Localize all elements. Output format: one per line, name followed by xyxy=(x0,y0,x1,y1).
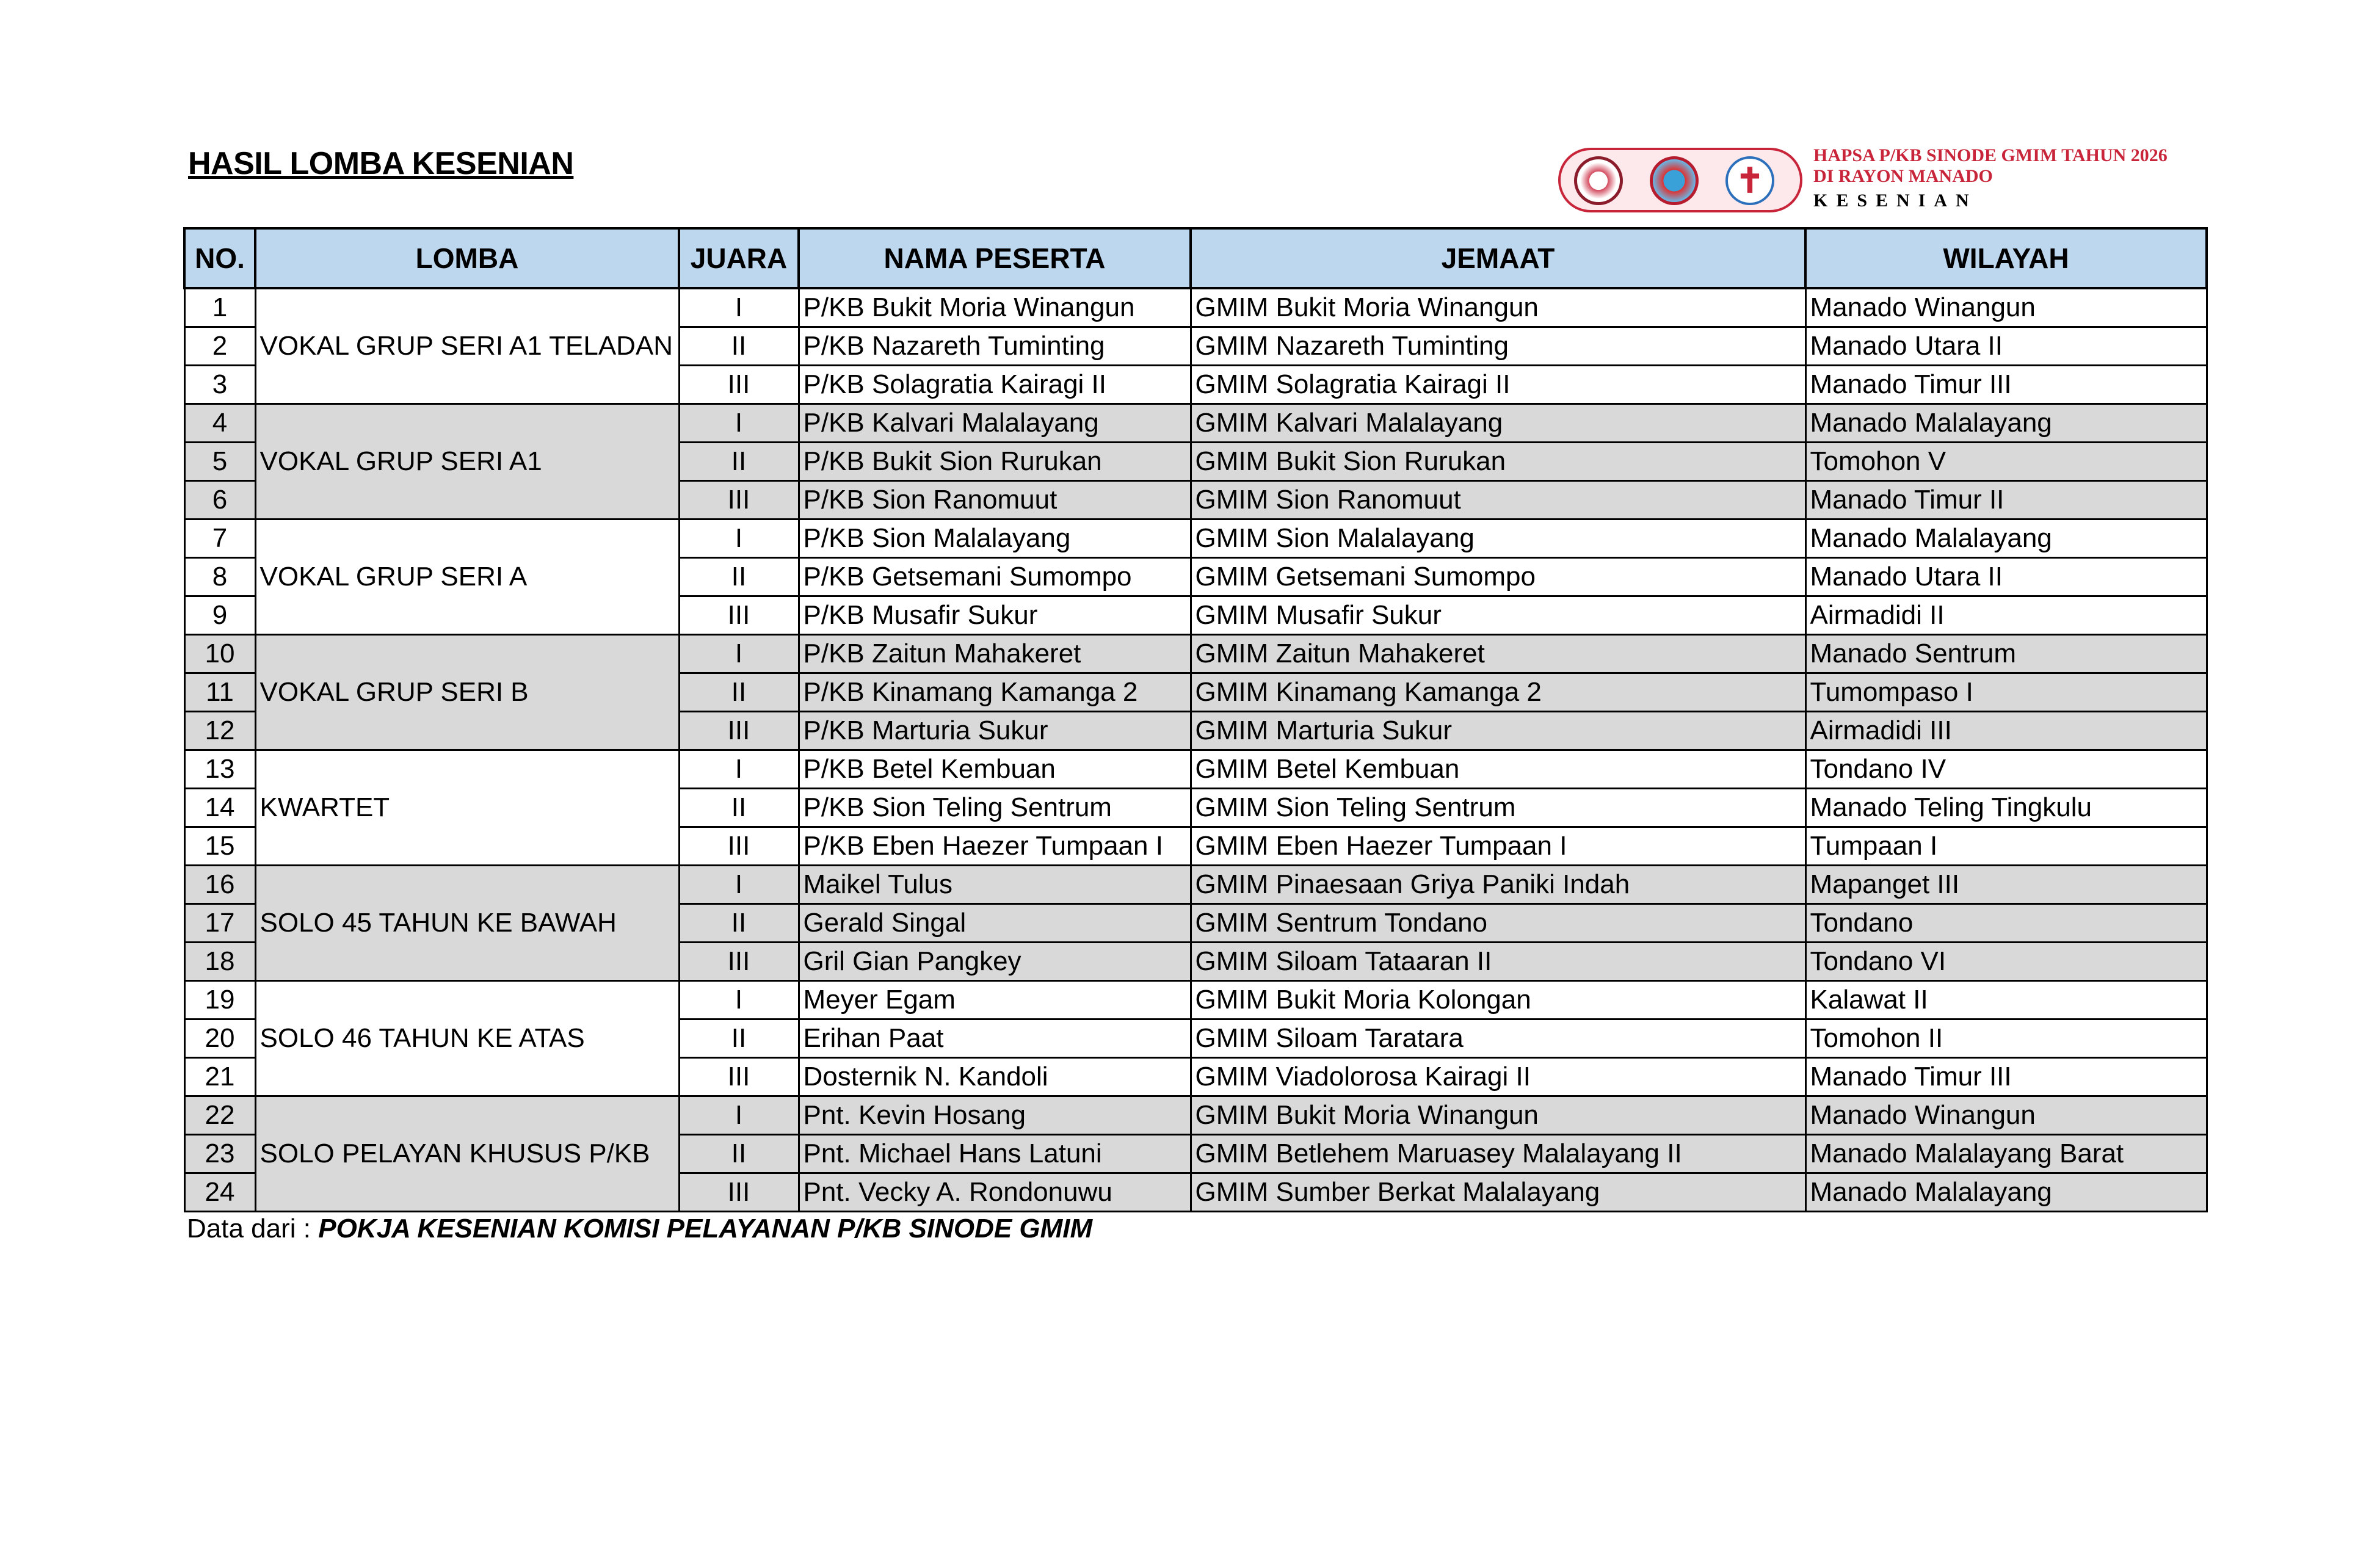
cell-no: 23 xyxy=(184,1135,255,1173)
cell-lomba: SOLO PELAYAN KHUSUS P/KB xyxy=(255,1096,679,1212)
cell-wilayah: Manado Timur II xyxy=(1805,481,2207,520)
cell-wilayah: Tondano IV xyxy=(1805,750,2207,789)
table-row xyxy=(184,404,2207,443)
page-title: HASIL LOMBA KESENIAN xyxy=(188,146,574,181)
cell-no: 4 xyxy=(184,404,255,443)
cell-wilayah: Manado Malalayang xyxy=(1805,520,2207,558)
cell-no: 11 xyxy=(184,673,255,712)
cell-juara: II xyxy=(679,1019,799,1058)
cell-nama-peserta: P/KB Marturia Sukur xyxy=(799,712,1191,750)
pkb-emblem-icon xyxy=(1650,156,1699,205)
table-row xyxy=(184,288,2207,327)
cell-no: 6 xyxy=(184,481,255,520)
column-header-lomba: LOMBA xyxy=(255,228,679,288)
cell-jemaat: GMIM Viadolorosa Kairagi II xyxy=(1191,1058,1805,1096)
table-row xyxy=(184,520,2207,558)
cell-jemaat: GMIM Bukit Moria Winangun xyxy=(1191,1096,1805,1135)
data-source-name: POKJA KESENIAN KOMISI PELAYANAN P/KB SINODE GMIM xyxy=(318,1214,1093,1244)
cell-no: 21 xyxy=(184,1058,255,1096)
table-row xyxy=(184,1096,2207,1135)
cell-no: 17 xyxy=(184,904,255,943)
cell-nama-peserta: P/KB Zaitun Mahakeret xyxy=(799,635,1191,673)
gmim-emblem-icon xyxy=(1574,156,1623,205)
logo-pill xyxy=(1558,148,1802,212)
cell-nama-peserta: Maikel Tulus xyxy=(799,866,1191,904)
cell-nama-peserta: P/KB Solagratia Kairagi II xyxy=(799,366,1191,404)
cell-jemaat: GMIM Zaitun Mahakeret xyxy=(1191,635,1805,673)
cell-wilayah: Tumpaan I xyxy=(1805,827,2207,866)
cell-juara: III xyxy=(679,1058,799,1096)
cell-juara: I xyxy=(679,866,799,904)
cell-wilayah: Tomohon V xyxy=(1805,443,2207,481)
cell-wilayah: Manado Timur III xyxy=(1805,366,2207,404)
cell-jemaat: GMIM Musafir Sukur xyxy=(1191,596,1805,635)
cell-juara: II xyxy=(679,443,799,481)
cell-nama-peserta: P/KB Eben Haezer Tumpaan I xyxy=(799,827,1191,866)
cell-no: 15 xyxy=(184,827,255,866)
cell-wilayah: Tumompaso I xyxy=(1805,673,2207,712)
cell-jemaat: GMIM Sentrum Tondano xyxy=(1191,904,1805,943)
cell-jemaat: GMIM Siloam Taratara xyxy=(1191,1019,1805,1058)
cell-nama-peserta: P/KB Bukit Sion Rurukan xyxy=(799,443,1191,481)
cell-nama-peserta: P/KB Musafir Sukur xyxy=(799,596,1191,635)
cell-wilayah: Manado Winangun xyxy=(1805,1096,2207,1135)
cell-no: 16 xyxy=(184,866,255,904)
cell-no: 19 xyxy=(184,981,255,1019)
column-header-juara: JUARA xyxy=(679,228,799,288)
cell-no: 2 xyxy=(184,327,255,366)
cell-jemaat: GMIM Marturia Sukur xyxy=(1191,712,1805,750)
cell-wilayah: Airmadidi II xyxy=(1805,596,2207,635)
column-header-wilayah: WILAYAH xyxy=(1805,228,2207,288)
cell-juara: I xyxy=(679,404,799,443)
cell-juara: III xyxy=(679,827,799,866)
cell-wilayah: Manado Malalayang xyxy=(1805,1173,2207,1212)
cell-no: 10 xyxy=(184,635,255,673)
event-category: KESENIAN xyxy=(1813,190,1978,211)
cell-wilayah: Manado Utara II xyxy=(1805,327,2207,366)
cell-wilayah: Manado Teling Tingkulu xyxy=(1805,789,2207,827)
column-header-nama-peserta: NAMA PESERTA xyxy=(799,228,1191,288)
cell-nama-peserta: Pnt. Vecky A. Rondonuwu xyxy=(799,1173,1191,1212)
table-row xyxy=(184,635,2207,673)
cell-wilayah: Mapanget III xyxy=(1805,866,2207,904)
cell-nama-peserta: Gril Gian Pangkey xyxy=(799,943,1191,981)
cell-jemaat: GMIM Solagratia Kairagi II xyxy=(1191,366,1805,404)
cell-jemaat: GMIM Sion Teling Sentrum xyxy=(1191,789,1805,827)
cell-juara: II xyxy=(679,789,799,827)
cell-no: 5 xyxy=(184,443,255,481)
data-source-note xyxy=(187,1214,1092,1244)
cell-jemaat: GMIM Bukit Moria Winangun xyxy=(1191,288,1805,327)
cell-jemaat: GMIM Bukit Sion Rurukan xyxy=(1191,443,1805,481)
cell-wilayah: Manado Sentrum xyxy=(1805,635,2207,673)
table-header-row xyxy=(184,228,2207,288)
cell-no: 20 xyxy=(184,1019,255,1058)
cell-jemaat: GMIM Pinaesaan Griya Paniki Indah xyxy=(1191,866,1805,904)
cell-juara: I xyxy=(679,288,799,327)
cell-no: 12 xyxy=(184,712,255,750)
event-title-line2: DI RAYON MANADO xyxy=(1813,166,1993,186)
results-table xyxy=(183,227,2208,1212)
cell-jemaat: GMIM Sion Ranomuut xyxy=(1191,481,1805,520)
cell-juara: I xyxy=(679,750,799,789)
cell-lomba: KWARTET xyxy=(255,750,679,866)
cell-lomba: VOKAL GRUP SERI A xyxy=(255,520,679,635)
cell-nama-peserta: P/KB Sion Ranomuut xyxy=(799,481,1191,520)
cell-wilayah: Manado Malalayang Barat xyxy=(1805,1135,2207,1173)
cell-jemaat: GMIM Siloam Tataaran II xyxy=(1191,943,1805,981)
cell-wilayah: Manado Timur III xyxy=(1805,1058,2207,1096)
cell-lomba: SOLO 46 TAHUN KE ATAS xyxy=(255,981,679,1096)
results-table-body xyxy=(184,288,2207,1212)
cell-juara: II xyxy=(679,673,799,712)
cell-jemaat: GMIM Getsemani Sumompo xyxy=(1191,558,1805,596)
table-row xyxy=(184,866,2207,904)
cell-wilayah: Tondano xyxy=(1805,904,2207,943)
cell-no: 24 xyxy=(184,1173,255,1212)
cell-juara: II xyxy=(679,558,799,596)
cell-juara: II xyxy=(679,327,799,366)
column-header-jemaat: JEMAAT xyxy=(1191,228,1805,288)
cell-jemaat: GMIM Kinamang Kamanga 2 xyxy=(1191,673,1805,712)
cell-nama-peserta: Pnt. Kevin Hosang xyxy=(799,1096,1191,1135)
cell-nama-peserta: P/KB Getsemani Sumompo xyxy=(799,558,1191,596)
cell-wilayah: Manado Utara II xyxy=(1805,558,2207,596)
cell-nama-peserta: P/KB Betel Kembuan xyxy=(799,750,1191,789)
cell-juara: I xyxy=(679,635,799,673)
cell-lomba: SOLO 45 TAHUN KE BAWAH xyxy=(255,866,679,981)
column-header-no: NO. xyxy=(184,228,255,288)
cell-jemaat: GMIM Kalvari Malalayang xyxy=(1191,404,1805,443)
cross-emblem-icon: ✝ xyxy=(1725,156,1774,205)
cell-nama-peserta: P/KB Kinamang Kamanga 2 xyxy=(799,673,1191,712)
cell-nama-peserta: Erihan Paat xyxy=(799,1019,1191,1058)
cell-juara: III xyxy=(679,596,799,635)
cell-juara: I xyxy=(679,1096,799,1135)
event-title-line1: HAPSA P/KB SINODE GMIM TAHUN 2026 xyxy=(1813,145,2168,165)
cell-jemaat: GMIM Sion Malalayang xyxy=(1191,520,1805,558)
cell-jemaat: GMIM Bukit Moria Kolongan xyxy=(1191,981,1805,1019)
cell-wilayah: Tondano VI xyxy=(1805,943,2207,981)
cell-nama-peserta: Pnt. Michael Hans Latuni xyxy=(799,1135,1191,1173)
event-logo-block xyxy=(1558,145,2205,217)
cell-juara: III xyxy=(679,366,799,404)
cell-wilayah: Airmadidi III xyxy=(1805,712,2207,750)
cell-nama-peserta: Meyer Egam xyxy=(799,981,1191,1019)
cell-no: 9 xyxy=(184,596,255,635)
cell-nama-peserta: P/KB Nazareth Tuminting xyxy=(799,327,1191,366)
cell-no: 1 xyxy=(184,288,255,327)
cell-wilayah: Manado Malalayang xyxy=(1805,404,2207,443)
cell-jemaat: GMIM Nazareth Tuminting xyxy=(1191,327,1805,366)
cell-nama-peserta: P/KB Sion Malalayang xyxy=(799,520,1191,558)
cell-jemaat: GMIM Eben Haezer Tumpaan I xyxy=(1191,827,1805,866)
cell-wilayah: Kalawat II xyxy=(1805,981,2207,1019)
cell-no: 22 xyxy=(184,1096,255,1135)
cell-nama-peserta: P/KB Sion Teling Sentrum xyxy=(799,789,1191,827)
cell-wilayah: Tomohon II xyxy=(1805,1019,2207,1058)
cell-juara: III xyxy=(679,481,799,520)
cell-nama-peserta: P/KB Bukit Moria Winangun xyxy=(799,288,1191,327)
cell-no: 18 xyxy=(184,943,255,981)
cell-jemaat: GMIM Betel Kembuan xyxy=(1191,750,1805,789)
cell-lomba: VOKAL GRUP SERI A1 xyxy=(255,404,679,520)
cell-no: 14 xyxy=(184,789,255,827)
data-source-label: Data dari : xyxy=(187,1214,319,1244)
cell-nama-peserta: P/KB Kalvari Malalayang xyxy=(799,404,1191,443)
cell-juara: I xyxy=(679,981,799,1019)
cell-juara: II xyxy=(679,904,799,943)
cell-juara: III xyxy=(679,712,799,750)
cell-juara: I xyxy=(679,520,799,558)
cell-no: 7 xyxy=(184,520,255,558)
cell-jemaat: GMIM Betlehem Maruasey Malalayang II xyxy=(1191,1135,1805,1173)
table-row xyxy=(184,981,2207,1019)
cell-lomba: VOKAL GRUP SERI B xyxy=(255,635,679,750)
cell-juara: III xyxy=(679,943,799,981)
cell-no: 3 xyxy=(184,366,255,404)
table-row xyxy=(184,750,2207,789)
cell-lomba: VOKAL GRUP SERI A1 TELADAN xyxy=(255,288,679,404)
cell-nama-peserta: Dosternik N. Kandoli xyxy=(799,1058,1191,1096)
cell-wilayah: Manado Winangun xyxy=(1805,288,2207,327)
cell-juara: II xyxy=(679,1135,799,1173)
cell-no: 8 xyxy=(184,558,255,596)
cell-nama-peserta: Gerald Singal xyxy=(799,904,1191,943)
cell-no: 13 xyxy=(184,750,255,789)
cell-jemaat: GMIM Sumber Berkat Malalayang xyxy=(1191,1173,1805,1212)
cell-juara: III xyxy=(679,1173,799,1212)
